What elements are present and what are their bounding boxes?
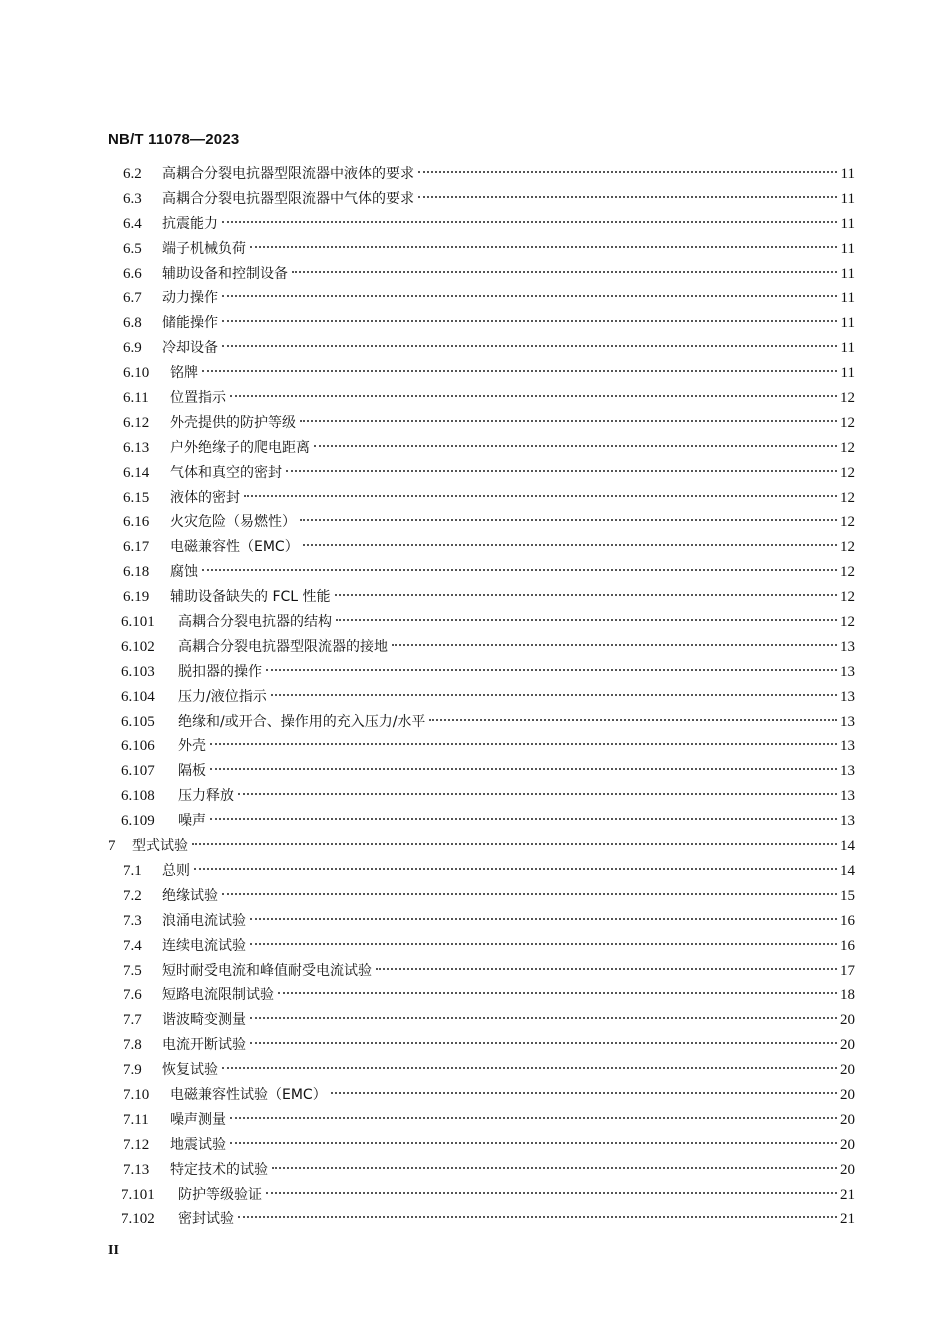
dot-leader (222, 879, 837, 895)
toc-entry-number: 7 (108, 838, 116, 855)
toc-entry-page: 20 (840, 1161, 855, 1178)
toc-entry-title: 辅助设备和控制设备 (162, 265, 288, 282)
toc-entry-number: 6.107 (121, 763, 155, 780)
dot-leader (250, 929, 837, 945)
dot-leader (222, 207, 837, 223)
toc-entry-page: 20 (840, 1086, 855, 1103)
toc-entry-page: 21 (840, 1186, 855, 1203)
toc-entry-page: 11 (840, 166, 855, 182)
toc-entry-number: 6.11 (123, 390, 149, 407)
toc-entry-page: 15 (840, 887, 855, 904)
toc-entry-title: 特定技术的试验 (170, 1161, 268, 1178)
toc-entry-number: 7.8 (123, 1037, 142, 1054)
dot-leader (300, 505, 837, 521)
toc-entry-title: 浪涌电流试验 (162, 912, 246, 929)
toc-entry-page: 14 (840, 838, 855, 855)
toc-entry-number: 6.109 (121, 813, 155, 830)
toc-entry-number: 6.104 (121, 688, 155, 705)
toc-entry-number: 6.108 (121, 788, 155, 805)
toc-entry-page: 11 (840, 290, 855, 307)
toc-entry-number: 6.3 (123, 190, 142, 207)
toc-entry-title: 连续电流试验 (162, 937, 246, 954)
toc-entry-number: 6.101 (121, 614, 155, 631)
dot-leader (250, 232, 837, 248)
toc-entry-title: 地震试验 (170, 1136, 226, 1153)
toc-entry-title: 绝缘试验 (162, 887, 218, 904)
toc-entry-page: 14 (840, 862, 855, 879)
toc-entry-page: 13 (840, 788, 855, 805)
toc-entry-page: 11 (840, 365, 855, 382)
toc-entry-title: 短时耐受电流和峰值耐受电流试验 (162, 962, 372, 979)
toc-entry-page: 16 (840, 937, 855, 954)
toc-entry-page: 20 (840, 1111, 855, 1128)
toc-entry-title: 高耦合分裂电抗器型限流器中气体的要求 (162, 190, 414, 207)
toc-entry-number: 6.10 (123, 365, 150, 382)
toc-entry-number: 6.9 (123, 340, 142, 357)
toc-entry-title: 储能操作 (162, 315, 218, 332)
toc-entry-title: 辅助设备缺失的 FCL 性能 (170, 589, 331, 606)
dot-leader (238, 779, 837, 795)
dot-leader (300, 406, 837, 422)
toc-entry-title: 动力操作 (162, 290, 218, 307)
toc-entry-title: 防护等级验证 (178, 1186, 262, 1203)
dot-leader (266, 655, 837, 671)
toc-entry-title: 电流开断试验 (162, 1037, 246, 1054)
toc-entry-title: 气体和真空的密封 (170, 464, 282, 481)
dot-leader (336, 605, 837, 621)
toc-entry-title: 高耦合分裂电抗器型限流器中液体的要求 (162, 166, 414, 182)
dot-leader (392, 630, 837, 646)
toc-entry-title: 铭牌 (170, 365, 198, 382)
toc-entry-title: 端子机械负荷 (162, 240, 246, 257)
toc-entry-number: 6.102 (121, 638, 155, 655)
toc-entry-title: 户外绝缘子的爬电距离 (170, 439, 310, 456)
dot-leader (222, 1053, 837, 1069)
dot-leader (418, 157, 837, 173)
toc-entry-title: 腐蚀 (170, 564, 198, 581)
toc-entry-page: 13 (840, 738, 855, 755)
dot-leader (222, 281, 837, 297)
dot-leader (192, 829, 837, 845)
toc-entry-title: 隔板 (178, 763, 206, 780)
toc-entry-number: 7.7 (123, 1012, 142, 1029)
toc-entry-number: 6.13 (123, 439, 150, 456)
dot-leader (250, 1003, 837, 1019)
toc-entry-line (178, 1207, 855, 1232)
toc-entry-page: 13 (840, 688, 855, 705)
toc-entry-page: 12 (840, 564, 855, 581)
toc-entry-page: 11 (840, 265, 855, 282)
toc-entry-number: 6.105 (121, 713, 155, 730)
toc-entry-number: 7.6 (123, 987, 142, 1004)
page-number: II (108, 1243, 119, 1258)
toc-entry-page: 12 (840, 390, 855, 407)
dot-leader (222, 306, 837, 322)
dot-leader (331, 1078, 837, 1094)
toc-entry-page: 17 (840, 962, 855, 979)
toc-entry-page: 12 (840, 414, 855, 431)
toc-entry-title: 位置指示 (170, 390, 226, 407)
dot-leader (230, 1103, 837, 1119)
dot-leader (429, 705, 837, 721)
dot-leader (210, 754, 837, 770)
dot-leader (266, 1178, 837, 1194)
toc-entry-title: 高耦合分裂电抗器型限流器的接地 (178, 638, 388, 655)
toc-entry-number: 6.12 (123, 414, 150, 431)
dot-leader (314, 431, 837, 447)
toc-entry-number: 6.2 (123, 166, 142, 182)
toc-entry-number: 7.102 (121, 1211, 155, 1228)
toc-entry-number: 7.9 (123, 1062, 142, 1079)
dot-leader (210, 804, 837, 820)
toc-entry-title: 绝缘和/或开合、操作用的充入压力/水平 (178, 713, 426, 730)
toc-entry-number: 7.4 (123, 937, 142, 954)
dot-leader (230, 1128, 837, 1144)
toc-entry-number: 6.6 (123, 265, 142, 282)
toc-entry-title: 恢复试验 (162, 1062, 218, 1079)
toc-entry-title: 抗震能力 (162, 215, 218, 232)
toc-entry-page: 11 (840, 190, 855, 207)
toc-entry-number: 6.18 (123, 564, 150, 581)
toc-entry-number: 7.10 (123, 1086, 150, 1103)
toc-entry-page: 13 (840, 638, 855, 655)
toc-entry-title: 冷却设备 (162, 340, 218, 357)
toc-entry-page: 16 (840, 912, 855, 929)
standard-code: NB/T 11078—2023 (108, 131, 240, 148)
toc-entry-page: 13 (840, 813, 855, 830)
toc-entry-page: 18 (840, 987, 855, 1004)
toc-entry-number: 6.19 (123, 589, 150, 606)
toc-entry-title: 短路电流限制试验 (162, 987, 274, 1004)
dot-leader (222, 331, 837, 347)
toc-entry-number: 6.14 (123, 464, 150, 481)
dot-leader (286, 456, 837, 472)
dot-leader (335, 580, 837, 596)
dot-leader (210, 729, 837, 745)
toc-entry-page: 11 (840, 340, 855, 357)
toc-entry-number: 7.13 (123, 1161, 150, 1178)
toc-entry-number: 7.2 (123, 887, 142, 904)
toc-entry-number: 6.103 (121, 663, 155, 680)
toc-entry-page: 12 (840, 514, 855, 531)
toc-entry-page: 13 (840, 663, 855, 680)
toc-entry-page: 11 (840, 315, 855, 332)
toc-entry-page: 11 (840, 215, 855, 232)
toc-entry-page: 13 (840, 713, 855, 730)
toc-entry-title: 型式试验 (132, 838, 188, 855)
dot-leader (194, 854, 837, 870)
toc-entry-number: 6.16 (123, 514, 150, 531)
toc-entry-number: 6.5 (123, 240, 142, 257)
toc-entry-title: 液体的密封 (170, 489, 240, 506)
toc-entry-number: 7.101 (121, 1186, 155, 1203)
toc-entry-number: 7.11 (123, 1111, 149, 1128)
toc-entry-number: 6.15 (123, 489, 150, 506)
dot-leader (202, 555, 837, 571)
toc-entry-page: 20 (840, 1037, 855, 1054)
toc-entry-page: 12 (840, 539, 855, 556)
toc-entry-title: 外壳 (178, 738, 206, 755)
toc-entry-title: 总则 (162, 862, 190, 879)
toc-entry-title: 高耦合分裂电抗器的结构 (178, 614, 332, 631)
toc-entry-number: 7.3 (123, 912, 142, 929)
toc-entry-number: 7.12 (123, 1136, 150, 1153)
dot-leader (292, 257, 837, 273)
toc-entry-title: 电磁兼容性试验（EMC） (170, 1086, 327, 1103)
toc-entry[interactable] (0, 1207, 950, 1232)
dot-leader (303, 530, 837, 546)
table-of-contents (0, 162, 950, 1232)
dot-leader (271, 680, 837, 696)
dot-leader (278, 978, 837, 994)
toc-entry-title: 噪声 (178, 813, 206, 830)
toc-entry-page: 20 (840, 1012, 855, 1029)
toc-entry-number: 6.4 (123, 215, 142, 232)
dot-leader (230, 381, 837, 397)
dot-leader (418, 182, 837, 198)
toc-entry-title: 压力释放 (178, 788, 234, 805)
toc-entry-page: 20 (840, 1062, 855, 1079)
toc-entry-page: 13 (840, 763, 855, 780)
toc-entry-number: 7.5 (123, 962, 142, 979)
toc-entry-page: 21 (840, 1211, 855, 1228)
dot-leader (202, 356, 837, 372)
dot-leader (272, 1153, 837, 1169)
dot-leader (250, 904, 837, 920)
toc-entry-title: 噪声测量 (170, 1111, 226, 1128)
dot-leader (244, 481, 837, 497)
toc-entry-number: 6.8 (123, 315, 142, 332)
toc-entry-number: 7.1 (123, 862, 142, 879)
toc-entry-number: 6.7 (123, 290, 142, 307)
toc-entry-title: 外壳提供的防护等级 (170, 414, 296, 431)
toc-entry-page: 20 (840, 1136, 855, 1153)
toc-entry-page: 12 (840, 614, 855, 631)
dot-leader (238, 1202, 837, 1218)
toc-entry-title: 压力/液位指示 (178, 688, 267, 705)
toc-entry-number: 6.17 (123, 539, 150, 556)
dot-leader (250, 1028, 837, 1044)
toc-entry-page: 12 (840, 589, 855, 606)
toc-entry-title: 电磁兼容性（EMC） (170, 539, 299, 556)
toc-entry-title: 密封试验 (178, 1211, 234, 1228)
toc-entry-page: 11 (840, 240, 855, 257)
toc-entry-page: 12 (840, 439, 855, 456)
toc-entry-title: 脱扣器的操作 (178, 663, 262, 680)
toc-entry-number: 6.106 (121, 738, 155, 755)
dot-leader (376, 954, 837, 970)
toc-entry-page: 12 (840, 489, 855, 506)
toc-entry-page: 12 (840, 464, 855, 481)
toc-entry-title: 谐波畸变测量 (162, 1012, 246, 1029)
toc-entry-title: 火灾危险（易燃性） (170, 514, 296, 531)
